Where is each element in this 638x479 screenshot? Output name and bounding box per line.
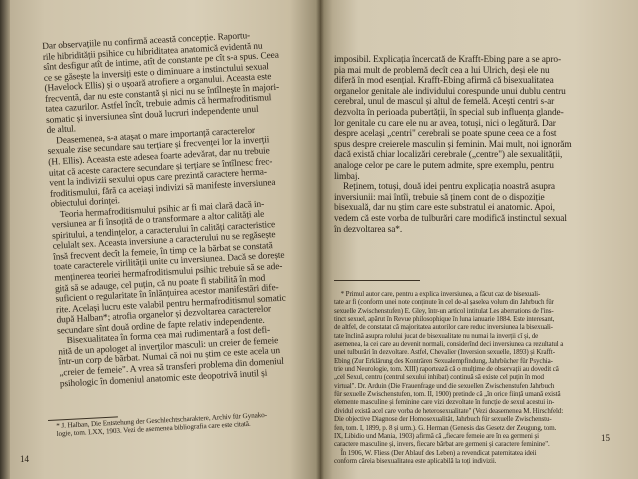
right-page-number: 15 xyxy=(601,433,610,443)
page-edge-shadow xyxy=(0,0,10,479)
right-footnote-rule xyxy=(334,280,420,281)
right-page-body-text: imposibil. Explicația încercată de Krafft-Ebing pare a se apro- pia mai mult de problemă decît cea a lui Ulrich, deși ele nu diferă în mod esențial. Krafft-Ebing afirmă că bisexualitatea organelor genitale ale individului corespunde unui dublu centru cerebral, unul de mascul și altul de femelă. Acești centri s-ar dezvolta în perioada pubertății, în special sub influența glande- lor genitale cu care ele nu ar avea, totuși, nici o legătură. Dar despre același „centri" cerebrali se poate spune ceea ce a fost spus despre creierele masculin și feminin. Mai mult, noi ignorăm dacă există chiar localizări cerebrale („centre") ale sexualității, analoge celor pe care le putem admite, spre exemplu, pentru limbaj. Reținem, totuși, două idei pentru explicația noastră asupra inversiunii: mai întîi, trebuie să ținem cont de o dispoziție bisexuală, dar nu știm care este substratul ei anatomic. Apoi, vedem că este vorba de tulburări care modifică instinctul sexual în dezvoltarea sa*. xyxy=(334,55,572,235)
left-page-number: 14 xyxy=(20,454,29,464)
left-page-footnote: * J. Halban, Die Entstehung der Geschlechtscharaktere, Archiv für Gynako- logie, tom. LXX, 1903. Vezi de asemenea bibliografia care este citată. xyxy=(56,410,268,439)
right-page-footnote: * Primul autor care, pentru a explica inversiunea, a făcut caz de bisexuali- tate ar fi (conform unei note conținute în cel de-al șaselea volum din Jahrbuch für sexuelle Zwischenstufen) E. Gley, într-un articol intitulat Les aberrations de l'ins- tinct sexuel, apărut în Revue philosophique în luna ianuarie 1884. Este interesant, de altfel, de constatat că majoritatea autorilor care reduc inversiunea la bisexuali- tate înclină asupra rolului jucat de bisexualitate nu numai la inverții cî și, de asemenea, la cei care au devenit normali, considerînd deci inversiunea ca rezultatul a unei tulburări în dezvoltare. Astfel, Chevalier (Inversion sexuelle, 1893) și Krafft- Ebing (Zur Erklärung des Konträren Sexualempfindung, Jahrbücher für Psychia- trie und Neurologie, tom. XIII) raportează că o mulțime de observații au dovedit că „cel Sexul, centru (centrul sexului inhibat) continuă să existe cel puțin în mod virtual". Dr. Arduin (Die Frauenfrage und die sexuellen Zwischenstufen Jahrbuch für sexuelle Zwischenstufen, tom. II, 1900) pretinde că „în orice ființă umană există elemente masculine și feminine care vizi dezvoltate în funcție de sexul acestui in- dividul există acel care vorba de heterosexualitate" (Vezi deasemenea M. Hirschfeld: Die objective Diagnose der Homosexualität, Jahrbuch für sexuelle Zwischenstu- fen, tom. I, 1899, p. 8 și urm.). G. Herman (Genesis das Gesetz der Zeugung, tom. IX, Libidio und Mania, 1903) afirmă că „fiecare femeie are în ea germeni și caractere masculine și, invers, fiecare bărbat are germeni și caractere feminine". În 1906, W. Fliess (Der Ablauf des Leben) a revendicat paternitatea ideii conform căreia bisexualitatea este aplicabilă la toți indivizii. xyxy=(334,290,564,465)
left-page-body-text: Dar observațiile nu confirmă această concepție. Raportu- rile hibridității psihice cu hibriditatea anatomică evidentă nu sînt desfigur atît de intime, atît de constante pe cît s-a spus. Ceea ce se găsește la inversiți este o diminuare a instinctului sexual (Havelock Ellis) și o ușoară atrofiere a organului. Aceasta este frecventă, dar nu este constantă și nici nu se întîlnește în majori- tatea cazurilor. Astfel încît, trebuie admis că hermafroditismul somatic și inversiunea sînt două lucruri independente unul de altul. Deasemenea, s-a atașat o mare importanță caracterelor sexuale zise secundare sau terțiare și frecvenței lor la inverții (H. Ellis). Aceasta este adesea foarte adevărat, dar nu trebuie uitat că aceste caractere secundare și terțiare se întîlnesc frec- vent la indivizii sexului opus care prezintă caractere herma- froditismului, fără ca aceiași indivizi să manifeste inversiunea obiectului dorinței. Teoria hermafroditismului psihic ar fi mai clară dacă in- versiunea ar fi însoțită de o transformare a altor calități ale spiritului, a tendințelor, a caracterului în calități caracteristice celulalt sex. Aceasta inversiune a caracterului nu se regăsește însă frecvent decît la femeie, în timp ce la bărbat se constată toate caracterele virilității unite cu inversiunea. Dacă se dorește menținerea teoriei hermafroditismului psihic trebuie să se ade- gită să se adauge, cel puțin, că nu poate fi stabilită în mod suficient o regularitate în înlănțuirea acestor manifestări dife- rite. Același lucru este valabil pentru hermafroditismul somatic după Halban*; atrofia organelor și dezvoltarea caracterelor secundare sînt două ordine de fapte relativ independente. Bisexualitatea în forma cea mai rudimentară a fost defi- nită de un apologet al inverților masculi: un creier de femeie într-un corp de bărbat. Numai că noi nu știm ce este acela un „creier de femeie". A vrea să transferi problema din domeniul psihologic în domeniul anatomic este deopotrivă inutil și xyxy=(42,31,286,390)
book-gutter xyxy=(316,0,324,479)
